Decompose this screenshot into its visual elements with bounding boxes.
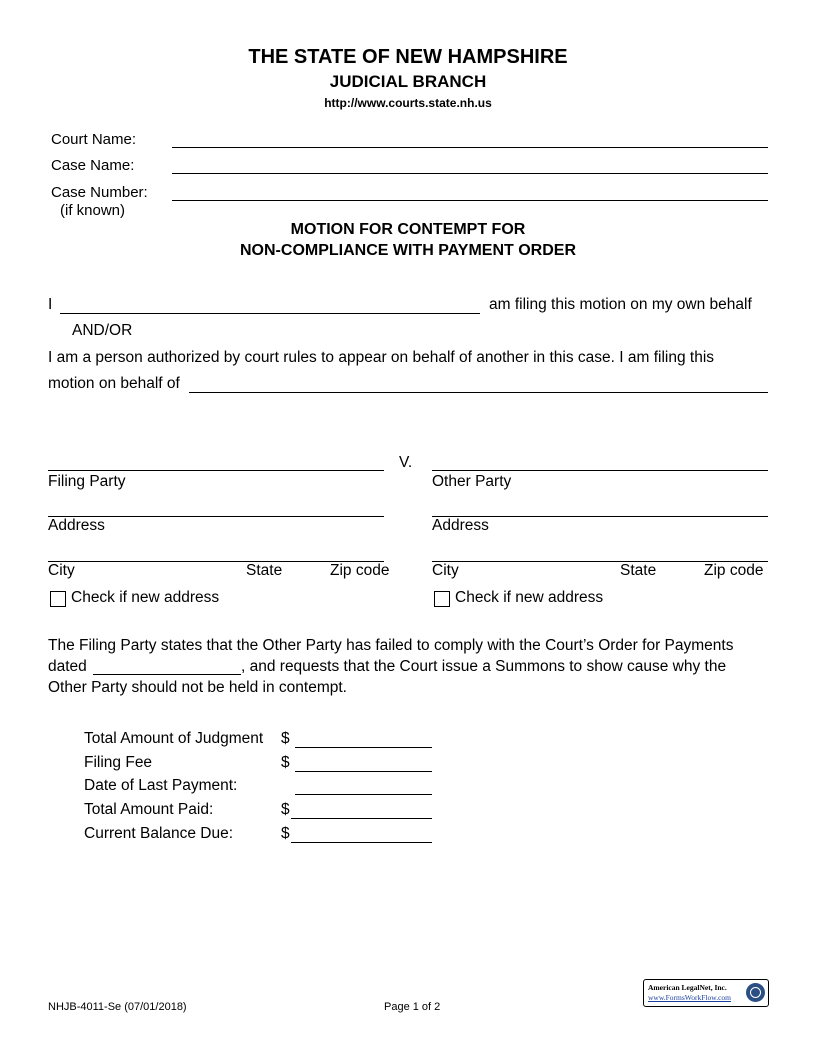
filing-party-new-address-checkbox[interactable]: [50, 591, 66, 607]
filing-party-state-label: State: [246, 562, 283, 579]
filing-fee-label: Filing Fee: [84, 754, 153, 771]
behalf-of-field[interactable]: [189, 392, 768, 393]
statement-dated-label: dated: [48, 658, 87, 675]
versus-label: V.: [399, 454, 413, 471]
other-party-new-address-checkbox[interactable]: [434, 591, 450, 607]
total-paid-dollar: $: [281, 801, 290, 818]
legalnet-logo[interactable]: [643, 979, 769, 1007]
motion-title-line1: MOTION FOR CONTEMPT FOR: [290, 221, 526, 238]
case-number-label: Case Number:: [51, 184, 148, 201]
filer-i-label: I: [48, 296, 53, 313]
filing-fee-field[interactable]: [295, 771, 432, 772]
court-name-field[interactable]: [172, 147, 768, 148]
form-id: NHJB-4011-Se (07/01/2018): [48, 1001, 187, 1013]
court-name-label: Court Name:: [51, 131, 137, 148]
logo-company: American LegalNet, Inc.: [648, 983, 727, 992]
logo-url: www.FormsWorkFlow.com: [648, 993, 732, 1002]
filing-party-field[interactable]: [48, 470, 384, 471]
total-judgment-label: Total Amount of Judgment: [84, 730, 264, 747]
filing-fee-dollar: $: [281, 754, 290, 771]
order-date-field[interactable]: [93, 674, 241, 675]
total-judgment-field[interactable]: [295, 747, 432, 748]
filer-name-field[interactable]: [60, 313, 480, 314]
filing-party-city-label: City: [48, 562, 75, 579]
statement-line2: , and requests that the Court issue a Summons to show cause why the: [241, 658, 727, 675]
state-heading: THE STATE OF NEW HAMPSHIRE: [248, 46, 568, 68]
statement-line1: The Filing Party states that the Other Party has failed to comply with the Court’s Order for Payments: [48, 637, 734, 654]
other-party-new-address-label: Check if new address: [455, 589, 604, 606]
court-url: http://www.courts.state.nh.us: [324, 96, 492, 110]
filing-party-zip-label: Zip code: [330, 562, 390, 579]
filing-party-new-address-label: Check if new address: [71, 589, 220, 606]
behalf-of-label: motion on behalf of: [48, 375, 180, 392]
case-name-label: Case Name:: [51, 157, 135, 174]
other-party-zip-label: Zip code: [704, 562, 764, 579]
other-party-city-label: City: [432, 562, 459, 579]
motion-title-line2: NON-COMPLIANCE WITH PAYMENT ORDER: [240, 242, 576, 259]
total-paid-field[interactable]: [291, 818, 432, 819]
if-known-note: (if known): [60, 202, 126, 219]
other-party-field[interactable]: [432, 470, 768, 471]
other-party-state-label: State: [620, 562, 657, 579]
own-behalf-text: am filing this motion on my own behalf: [489, 296, 752, 313]
and-or-text: AND/OR: [72, 322, 133, 339]
page-number: Page 1 of 2: [384, 1001, 441, 1013]
last-payment-field[interactable]: [295, 794, 432, 795]
balance-due-dollar: $: [281, 825, 290, 842]
other-party-address-label: Address: [432, 517, 489, 534]
total-judgment-dollar: $: [281, 730, 290, 747]
balance-due-field[interactable]: [291, 842, 432, 843]
case-name-field[interactable]: [172, 173, 768, 174]
last-payment-label: Date of Last Payment:: [84, 777, 238, 794]
total-paid-label: Total Amount Paid:: [84, 801, 214, 818]
case-number-field[interactable]: [172, 200, 768, 201]
authorized-text: I am a person authorized by court rules to appear on behalf of another in this case. I am filing this: [48, 349, 715, 366]
other-party-label: Other Party: [432, 473, 512, 490]
filing-party-label: Filing Party: [48, 473, 126, 490]
balance-due-label: Current Balance Due:: [84, 825, 234, 842]
branch-heading: JUDICIAL BRANCH: [329, 72, 487, 91]
filing-party-address-label: Address: [48, 517, 105, 534]
logo-seal-icon: [746, 983, 765, 1002]
statement-line3: Other Party should not be held in contempt.: [48, 679, 347, 696]
